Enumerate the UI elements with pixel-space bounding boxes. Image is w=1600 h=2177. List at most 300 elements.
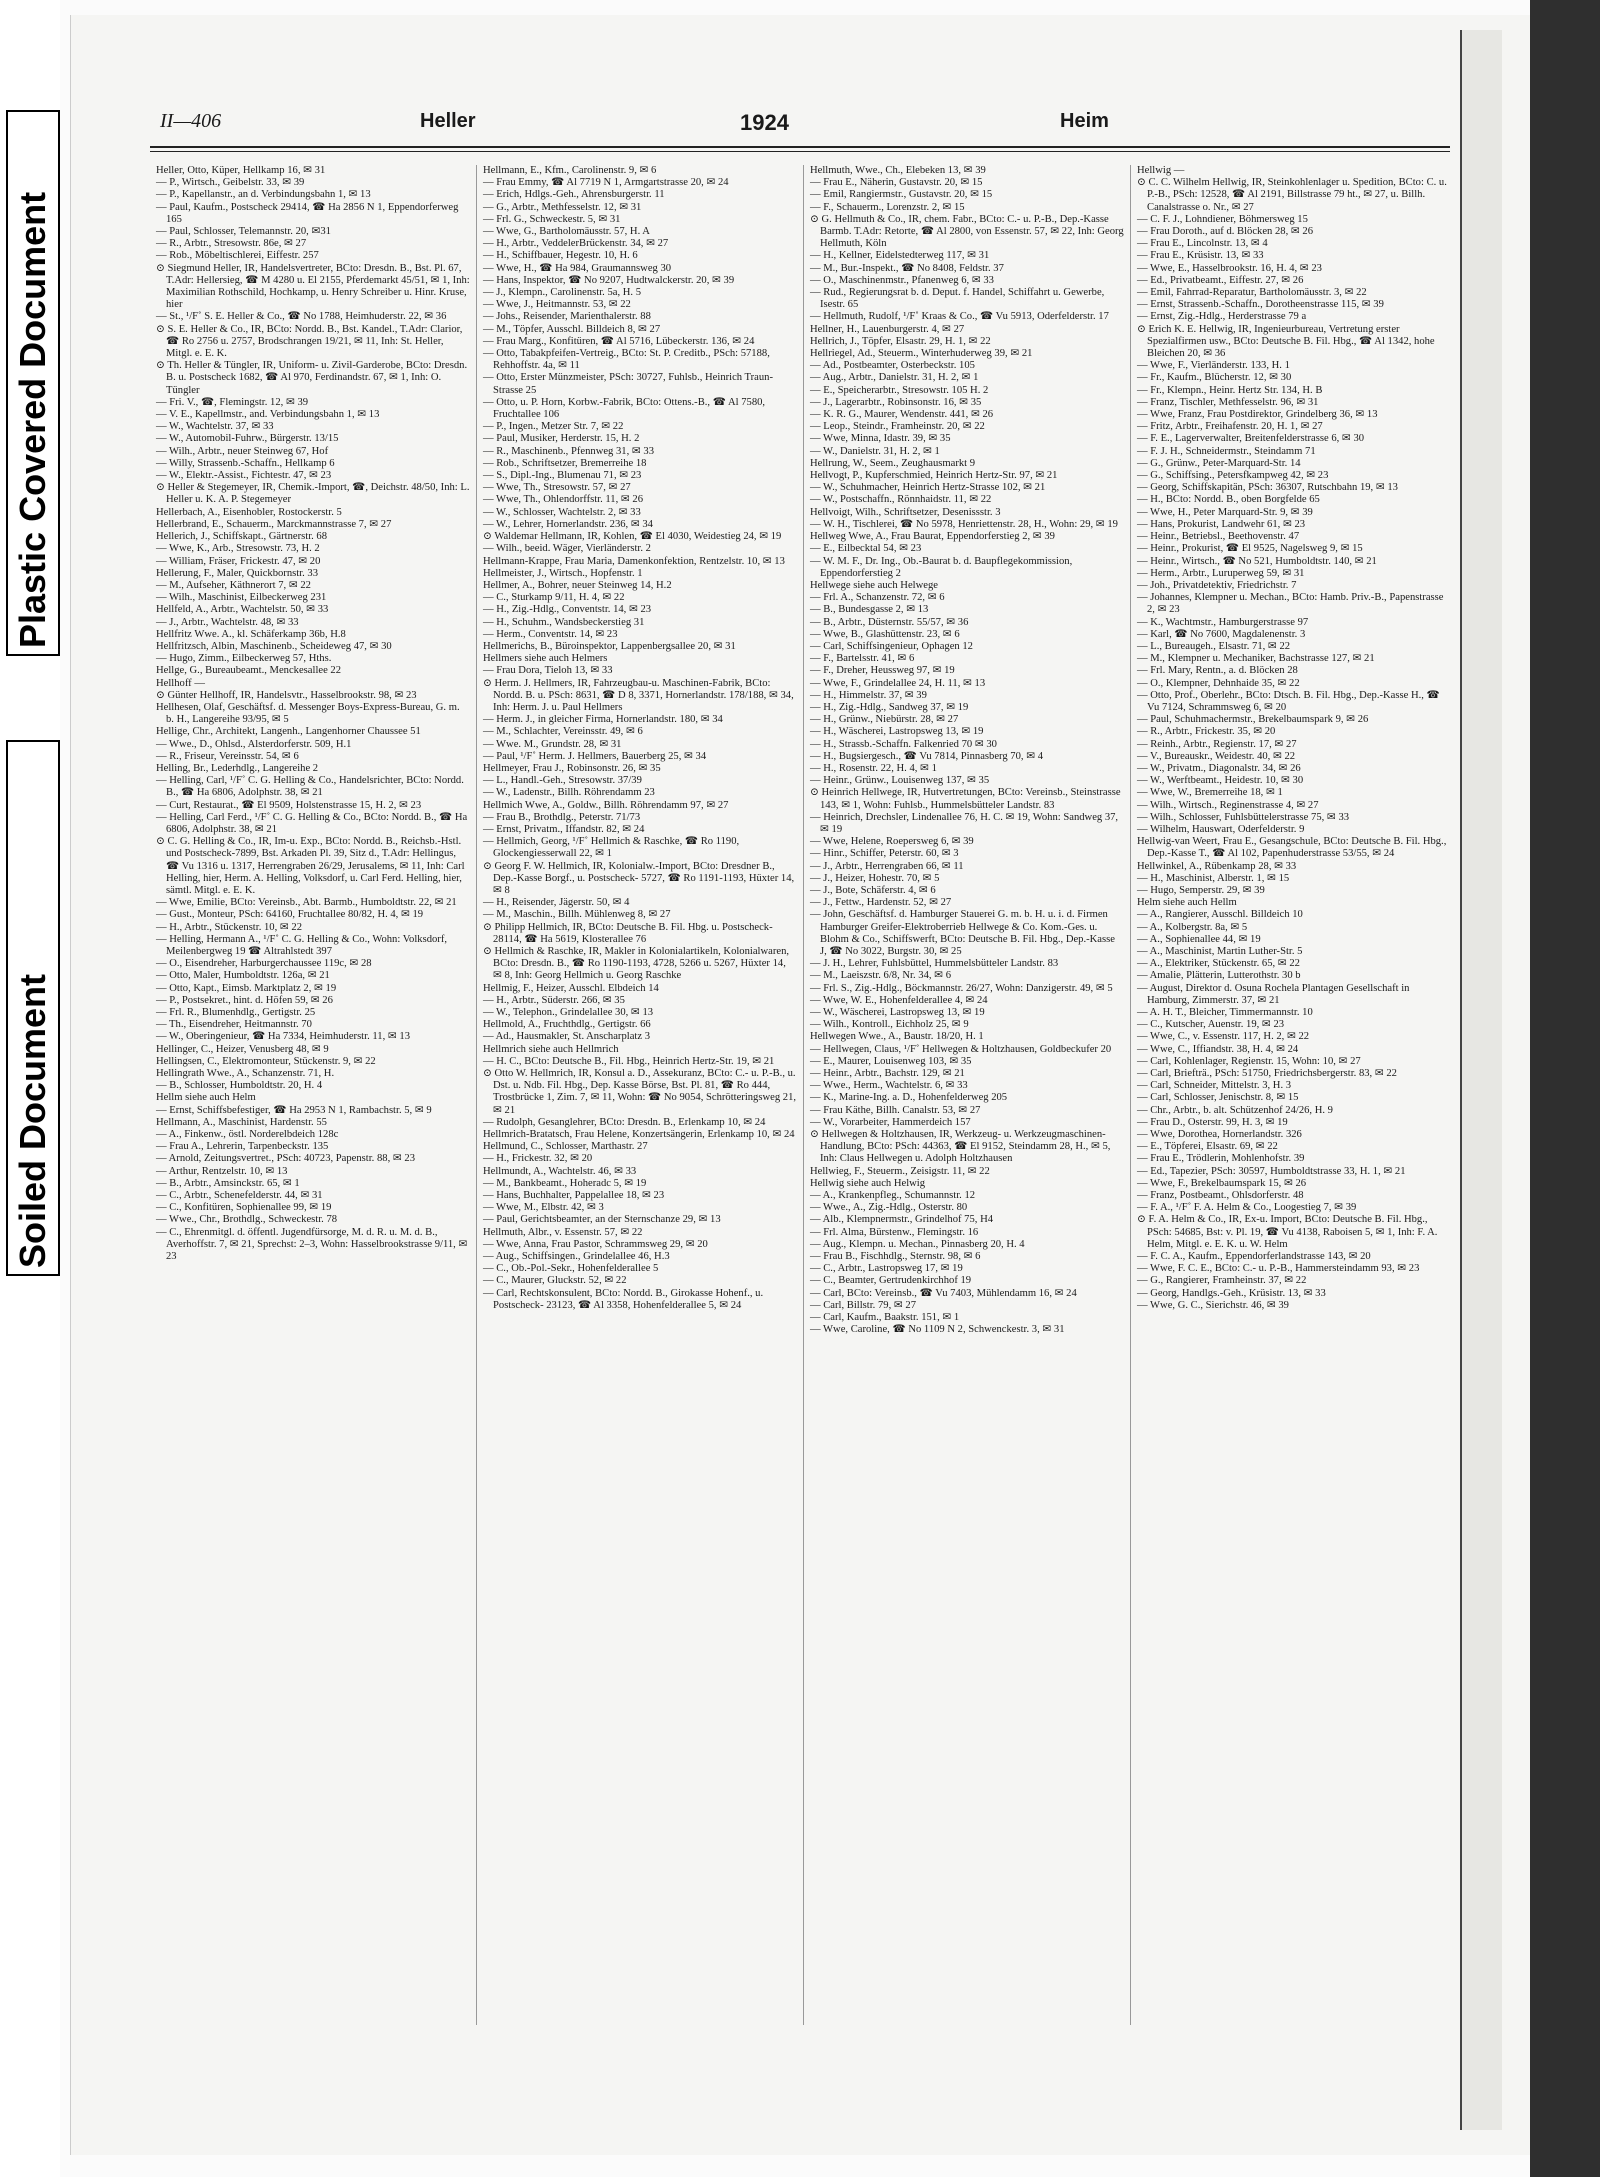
directory-entry: — Helling, Carl, ¹/F˚ C. G. Helling & Co., Handelsrichter, BCto: Nordd. B., ☎ Ha 6806, Adolphstr. 38, ✉ 21 [156, 775, 464, 799]
directory-entry: — M., Bankbeamt., Hoheradc 5, ✉ 19 [483, 1177, 647, 1189]
directory-entry: — Wwe, C., Iffiandstr. 38, H. 4, ✉ 24 [1137, 1043, 1299, 1055]
directory-entry: — Hellmich, Georg, ¹/F˚ Hellmich & Raschke, ☎ Ro 1190, Glockengiesserwall 22, ✉ 1 [483, 836, 740, 860]
directory-entry: — J., Fettw., Hardenstr. 52, ✉ 27 [810, 897, 952, 909]
directory-entry: — Herm., Conventstr. 14, ✉ 23 [483, 628, 618, 640]
directory-column-3 [804, 165, 1131, 2025]
page-number: II—406 [160, 110, 222, 132]
directory-entry: — P., Kapellanstr., an d. Verbindungsbahn 1, ✉ 13 [156, 189, 371, 201]
directory-entry: — Frau E., Trödlerin, Mohlenhofstr. 39 [1137, 1153, 1305, 1165]
directory-entry: Hellge, G., Bureaubeamt., Menckesallee 22 [156, 665, 342, 677]
directory-entry: — H., Arbtr., Süderstr. 266, ✉ 35 [483, 994, 625, 1006]
directory-entry: — Wwe, F. C. E., BCto: C.- u. P.-B., Hammersteindamm 93, ✉ 23 [1137, 1263, 1420, 1275]
directory-entry: — P., Wirtsch., Geibelstr. 33, ✉ 39 [156, 177, 305, 189]
directory-entry: Hellwegen Wwe., A., Baustr. 18/20, H. 1 [810, 1031, 984, 1043]
directory-entry: Hellfeld, A., Arbtr., Wachtelstr. 50, ✉ 33 [156, 604, 329, 616]
directory-entry: — W., Wachtelstr. 37, ✉ 33 [156, 421, 274, 433]
directory-entry: — Wwe, W., Bremerreihe 18, ✉ 1 [1137, 787, 1283, 799]
directory-entry: — Wilhelm, Hauswart, Oderfelderstr. 9 [1137, 823, 1305, 835]
directory-entry: ⊙ Günter Hellhoff, IR, Handelsvtr., Hasselbrookstr. 98, ✉ 23 [156, 689, 417, 701]
directory-entry: — A., Sophienallee 44, ✉ 19 [1137, 933, 1261, 945]
directory-entry: — H., Schuhm., Wandsbeckerstieg 31 [483, 616, 645, 628]
directory-entry: — Fri. V., ☎, Flemingstr. 12, ✉ 39 [156, 396, 309, 408]
directory-entry: Hellrich, J., Töpfer, Elsastr. 29, H. 1, ✉ 22 [810, 335, 991, 347]
directory-entry: — Carl, Schneider, Mittelstr. 3, H. 3 [1137, 1080, 1292, 1092]
directory-entry: — Wwe., Chr., Brothdlg., Schweckestr. 78 [156, 1214, 338, 1226]
directory-entry: — Frau E., Krüsistr. 13, ✉ 33 [1137, 250, 1264, 262]
directory-entry: — Otto, u. P. Horn, Korbw.-Fabrik, BCto: Ottens.-B., ☎ Al 7580, Fruchtallee 106 [483, 396, 766, 421]
directory-entry: — Paul, ¹/F˚ Herm. J. Hellmers, Bauerberg 25, ✉ 34 [483, 750, 707, 762]
directory-entry: — M., Klempner u. Mechaniker, Bachstrasse 127, ✉ 21 [1137, 653, 1375, 665]
directory-entry: — Frl. G., Schweckestr. 5, ✉ 31 [483, 213, 621, 225]
directory-entry: — Heinr., Grünw., Louisenweg 137, ✉ 35 [810, 775, 990, 787]
page-header [80, 110, 1440, 150]
directory-entry: — Paul, Musiker, Herderstr. 15, H. 2 [483, 433, 640, 445]
directory-entry: — A., Kolbergstr. 8a, ✉ 5 [1137, 921, 1248, 933]
directory-entry: — H., Maschinist, Alberstr. 1, ✉ 15 [1137, 872, 1290, 884]
directory-entry: Hellwieg, F., Steuerm., Zeisigstr. 11, ✉ 22 [810, 1165, 990, 1177]
directory-entry: — O., Eisendreher, Harburgerchaussee 119c, ✉ 28 [156, 958, 372, 970]
directory-entry: — Wwe, H., ☎ Ha 984, Graumannsweg 30 [483, 262, 672, 274]
directory-entry: — W., Danielstr. 31, H. 2, ✉ 1 [810, 445, 940, 457]
directory-entry: Hellwinkel, A., Rübenkamp 28, ✉ 33 [1137, 860, 1297, 872]
directory-entry: Hellmeyer, Frau J., Robinsonstr. 26, ✉ 35 [483, 762, 661, 774]
directory-entry: — Wwe, J., Heitmannstr. 53, ✉ 22 [483, 299, 631, 311]
directory-entry: Hellwig-van Weert, Frau E., Gesangschule, BCto: Deutsche B. Fil. Hbg., Dep.-Kasse T., ☎ Al 102, Papenhuderstrasse 53/55, ✉ 24 [1137, 836, 1447, 860]
directory-entry: — Heinrich, Drechsler, Lindenallee 76, H. C. ✉ 19, Wohn: Sandweg 37, ✉ 19 [810, 811, 1119, 835]
directory-entry: ⊙ Herm. J. Hellmers, IR, Fahrzeugbau-u. Maschinen-Fabrik, BCto: Nordd. B. u. PSch: 8631, ☎ D 8, 3371, Hornerlandstr. 178/188, ✉ 34, Inh: Herm. J. u. Paul Hellmers [483, 677, 794, 713]
directory-entry: — M., Bur.-Inspekt., ☎ No 8408, Feldstr. 37 [810, 262, 1004, 274]
directory-entry: — C. F. J., Lohndiener, Böhmersweg 15 [1137, 213, 1308, 225]
directory-entry: — Paul, Gerichtsbeamter, an der Sternschanze 29, ✉ 13 [483, 1214, 721, 1226]
directory-entry: — Frl. A., Schanzenstr. 72, ✉ 6 [810, 592, 945, 604]
directory-entry: — F. C. A., Kaufm., Eppendorferlandstrasse 143, ✉ 20 [1137, 1251, 1371, 1263]
page-edge [1530, 0, 1600, 2177]
directory-entry: Hellmann, E., Kfm., Carolinenstr. 9, ✉ 6 [483, 165, 657, 176]
directory-entry: Hellerich, J., Schiffskapt., Gärtnerstr. 68 [156, 531, 328, 543]
directory-entry: — Frau Käthe, Billh. Canalstr. 53, ✉ 27 [810, 1104, 981, 1116]
directory-entry: — W., Elektr.-Assist., Fichtestr. 47, ✉ 23 [156, 470, 332, 482]
directory-entry: — J., Lagerarbtr., Robinsonstr. 16, ✉ 35 [810, 396, 982, 408]
directory-entry: — C., Ob.-Pol.-Sekr., Hohenfelderallee 5 [483, 1263, 659, 1275]
directory-entry: Hellige, Chr., Architekt, Langenh., Langenhorner Chaussee 51 [156, 726, 421, 738]
directory-entry: Hellingrath Wwe., A., Schanzenstr. 71, H. [156, 1068, 335, 1080]
directory-entry: — Hellwegen, Claus, ¹/F˚ Hellwegen & Holtzhausen, Goldbeckufer 20 [810, 1043, 1112, 1055]
directory-entry: — Helling, Hermann A., ¹/F˚ C. G. Helling & Co., Wohn: Volksdorf, Meilenbergweg 19 ☎ Altrahlstedt 397 [156, 933, 448, 957]
directory-entry: — K., Wachtmstr., Hamburgerstrasse 97 [1137, 616, 1309, 628]
directory-entry: Hellwege siehe auch Helwege [810, 579, 938, 591]
directory-entry: — C., Sturkamp 9/11, H. 4, ✉ 22 [483, 592, 625, 604]
directory-entry: — C., Arbtr., Lastropsweg 17, ✉ 19 [810, 1263, 963, 1275]
directory-entry: — F. J. H., Schneidermstr., Steindamm 71 [1137, 445, 1316, 457]
directory-entry: — Johs., Reisender, Marienthalerstr. 88 [483, 311, 651, 323]
directory-entry: — H., Arbtr., VeddelerBrückenstr. 34, ✉ 27 [483, 238, 669, 250]
directory-entry: — Fr., Kaufm., Blücherstr. 12, ✉ 30 [1137, 372, 1292, 384]
directory-entry: — Paul, Schlosser, Telemannstr. 20, ✉31 [156, 226, 331, 238]
directory-entry: — Paul, Kaufm., Postscheck 29414, ☎ Ha 2856 N 1, Eppendorferweg 165 [156, 201, 459, 225]
directory-entry: — Frl. R., Blumenhdlg., Gertigstr. 25 [156, 1007, 316, 1019]
directory-entry: — Carl, Rechtskonsulent, BCto: Nordd. B., Girokasse Hohenf., u. Postscheck- 23123, ☎ Al 3358, Hohenfelderallee 5, ✉ 24 [483, 1287, 764, 1311]
directory-entry: — Frl. Mary, Rentn., a. d. Blöcken 28 [1137, 665, 1298, 677]
directory-entry: — F. A., ¹/F˚ F. A. Helm & Co., Loogestieg 7, ✉ 39 [1137, 1202, 1357, 1214]
directory-entry: Hellmich Wwe, A., Goldw., Billh. Röhrendamm 97, ✉ 27 [483, 799, 729, 811]
directory-entry: Hellmrich-Bratatsch, Frau Helene, Konzertsängerin, Erlenkamp 10, ✉ 24 [483, 1129, 795, 1141]
directory-entry: — Wwe, Franz, Frau Postdirektor, Grindelberg 36, ✉ 13 [1137, 409, 1378, 421]
directory-entry: — Carl, Schiffsingenieur, Ophagen 12 [810, 640, 973, 652]
directory-entry: — Heinr., Prokurist, ☎ El 9525, Nagelsweg 9, ✉ 15 [1137, 543, 1363, 555]
directory-entry: — Willy, Strassenb.-Schaffn., Hellkamp 6 [156, 457, 335, 469]
directory-entry: ⊙ C. G. Helling & Co., IR, Im-u. Exp., BCto: Nordd. B., Reichsb.-Hstl. und Postscheck-7899, Bst. Arkaden Pl. 39, Sitz d., T.Adr: Hellingus, ☎ Vu 1316 u. 1317, Herrengraben 26/29, Jerusalems, ✉ 11, Inh: Carl Helling, hier, Herm. A. Helling, Volksdorf, u. Carl Ferd. Helling, hier, sämtl. Mitgl. e. E. K. [156, 836, 465, 896]
directory-entry: — Hugo, Semperstr. 29, ✉ 39 [1137, 884, 1265, 896]
directory-entry: — Hans, Prokurist, Landwehr 61, ✉ 23 [1137, 518, 1306, 530]
directory-entry: — Wilh., beeid. Wäger, Vierländerstr. 2 [483, 543, 651, 555]
directory-entry: Hellvoigt, Wilh., Schriftsetzer, Desenissstr. 3 [810, 506, 1001, 518]
directory-entry: — G., Grünw., Peter-Marquard-Str. 14 [1137, 457, 1301, 469]
directory-entry: — Otto, Tabakpfeifen-Vertreig., BCto: St. P. Creditb., PSch: 57188, Rehhoffstr. 4a, ✉ 11 [483, 348, 770, 372]
directory-entry: — L., Bureaugeh., Elsastr. 71, ✉ 22 [1137, 640, 1291, 652]
directory-entry: Hellmann-Krappe, Frau Maria, Damenkonfektion, Rentzelstr. 10, ✉ 13 [483, 555, 785, 567]
directory-entry: — F., Dreher, Heussweg 97, ✉ 19 [810, 665, 955, 677]
directory-entry: Hellinger, C., Heizer, Venusberg 48, ✉ 9 [156, 1043, 329, 1055]
directory-entry: Hellmrich siehe auch Hellmrich [483, 1043, 619, 1055]
directory-entry: — Wwe., A., Zig.-Hdlg., Osterstr. 80 [810, 1202, 968, 1214]
directory-entry: — Wwe., Herm., Wachtelstr. 6, ✉ 33 [810, 1080, 968, 1092]
directory-entry: — Wwe., D., Ohlsd., Alsterdorferstr. 509, H.1 [156, 738, 352, 750]
scan-side-labels [0, 0, 60, 2177]
directory-entry: — A., Rangierer, Ausschl. Billdeich 10 [1137, 909, 1303, 921]
directory-entry: ⊙ Heinrich Hellwege, IR, Hutvertretungen, BCto: Vereinsb., Steinstrasse 143, ✉ 1, Wohn: Fuhlsb., Hummelsbütteler Landstr. 83 [810, 787, 1121, 811]
directory-entry: — O., Klempner, Dehnhaide 35, ✉ 22 [1137, 677, 1300, 689]
directory-entry: — B., Arbtr., Amsinckstr. 65, ✉ 1 [156, 1177, 300, 1189]
directory-entry: — Hans, Inspektor, ☎ No 9207, Hudtwalckerstr. 20, ✉ 39 [483, 274, 735, 286]
directory-entry: — Wilh., Arbtr., neuer Steinweg 67, Hof [156, 445, 329, 457]
directory-entry: Hellmold, A., Fruchthdlg., Gertigstr. 66 [483, 1019, 651, 1031]
directory-entry: Hellwig — [1137, 165, 1185, 176]
directory-entry: — Wwe, Dorothea, Hornerlandstr. 326 [1137, 1129, 1302, 1141]
directory-entry: — Wwe, H., Peter Marquard-Str. 9, ✉ 39 [1137, 506, 1313, 518]
directory-entry: — Wwe, E., Hasselbrookstr. 16, H. 4, ✉ 23 [1137, 262, 1322, 274]
directory-entry: — A., Maschinist, Martin Luther-Str. 5 [1137, 946, 1303, 957]
directory-entry: — Karl, ☎ No 7600, Magdalenenstr. 3 [1137, 628, 1306, 640]
directory-entry: — Th., Eisendreher, Heitmannstr. 70 [156, 1019, 312, 1031]
directory-entry: — H., Schiffbauer, Hegestr. 10, H. 6 [483, 250, 638, 262]
directory-entry: ⊙ Heller & Stegemeyer, IR, Chemik.-Import, ☎, Deichstr. 48/50, Inh: L. Heller u. K. A. P. Stegemeyer [156, 482, 470, 506]
directory-entry: Hellmundt, A., Wachtelstr. 46, ✉ 33 [483, 1165, 637, 1177]
directory-entry: — Ernst, Schiffsbefestiger, ☎ Ha 2953 N 1, Rambachstr. 5, ✉ 9 [156, 1104, 432, 1116]
directory-entry: — Ed., Tapezier, PSch: 30597, Humboldtstrasse 33, H. 1, ✉ 21 [1137, 1165, 1406, 1177]
directory-entry: — C., Ehrenmitgl. d. öffentl. Jugendfürsorge, M. d. R. u. M. d. B., Averhoffstr. 7, ✉ 21, Sprechst: 2–3, Wohn: Hasselbrookstrasse 9/11, ✉ 23 [156, 1226, 468, 1263]
directory-entry: — Wwe, Emilie, BCto: Vereinsb., Abt. Barmb., Humboldtstr. 22, ✉ 21 [156, 897, 457, 909]
directory-entry: Hellrung, W., Seem., Zeughausmarkt 9 [810, 457, 976, 469]
directory-entry: — Arnold, Zeitungsvertret., PSch: 40723, Papenstr. 88, ✉ 23 [156, 1153, 415, 1165]
directory-entry: Hellriegel, Ad., Steuerm., Winterhuderweg 39, ✉ 21 [810, 348, 1033, 360]
directory-entry: — W., Postschaffn., Rönnhaidstr. 11, ✉ 22 [810, 494, 992, 506]
directory-entry: — Curt, Restaurat., ☎ El 9509, Holstenstrasse 15, H. 2, ✉ 23 [156, 799, 422, 811]
directory-entry: — Carl, Schlosser, Jenischstr. 8, ✉ 15 [1137, 1092, 1299, 1104]
directory-entry: Hellingsen, C., Elektromonteur, Stückenstr. 9, ✉ 22 [156, 1055, 376, 1067]
directory-entry: — W., Vorarbeiter, Hammerdeich 157 [810, 1116, 971, 1128]
directory-entry: — H., Wäscherei, Lastropsweg 13, ✉ 19 [810, 726, 984, 738]
directory-entry: — W., Automobil-Fuhrw., Bürgerstr. 13/15 [156, 433, 339, 445]
directory-entry: — Wilh., Maschinist, Eilbeckerweg 231 [156, 592, 327, 604]
directory-entry: — Carl, BCto: Vereinsb., ☎ Vu 7403, Mühlendamm 16, ✉ 24 [810, 1287, 1077, 1299]
directory-column-4 [1131, 165, 1458, 2025]
directory-entry: — J., Arbtr., Herrengraben 66, ✉ 11 [810, 860, 964, 872]
directory-entry: — H., Strassb.-Schaffn. Falkenried 70 ✉ 30 [810, 738, 997, 750]
directory-entry: — Ad., Hausmakler, St. Anscharplatz 3 [483, 1031, 650, 1043]
directory-entry: — Herm. J., in gleicher Firma, Hornerlandstr. 180, ✉ 34 [483, 714, 723, 726]
directory-entry: — R., Maschinenb., Pfennweg 31, ✉ 33 [483, 445, 655, 457]
header-rule [150, 146, 1450, 148]
directory-entry: — C., Beamter, Gertrudenkirchhof 19 [810, 1275, 972, 1287]
plastic-covered-label: Plastic Covered Document [6, 110, 60, 656]
directory-column-1 [150, 165, 477, 2025]
directory-entry: Hellm siehe auch Helm [156, 1092, 256, 1104]
directory-entry: — W., Lehrer, Hornerlandstr. 236, ✉ 34 [483, 518, 653, 530]
directory-entry: — R., Friseur, Vereinsstr. 54, ✉ 6 [156, 750, 299, 762]
directory-entry: — E., Eilbecktal 54, ✉ 23 [810, 543, 922, 555]
directory-entry: — F., Schauerm., Lorenzstr. 2, ✉ 15 [810, 201, 965, 213]
directory-entry: — Emil, Rangiermstr., Gustavstr. 20, ✉ 15 [810, 189, 993, 201]
directory-entry: — Rob., Möbeltischlerei, Eiffestr. 257 [156, 250, 319, 262]
directory-entry: — W., Schuhmacher, Heinrich Hertz-Strasse 102, ✉ 21 [810, 482, 1046, 494]
directory-entry: ⊙ F. A. Helm & Co., IR, Ex-u. Import, BCto: Deutsche B. Fil. Hbg., PSch: 54685, Bst: v. Pl. 19, ☎ Vu 4138, Raboisen 5, ✉ 1, Inh: F. A. Helm, Mitgl. e. E. K. u. W. Helm [1137, 1214, 1438, 1250]
directory-entry: — G., Rangierer, Framheinstr. 37, ✉ 22 [1137, 1275, 1307, 1287]
directory-entry: — Chr., Arbtr., b. alt. Schützenhof 24/26, H. 9 [1137, 1104, 1333, 1116]
directory-entry: — Frau Marg., Konfitüren, ☎ Al 5716, Lübeckerstr. 136, ✉ 24 [483, 335, 755, 347]
directory-entry: — Helling, Carl Ferd., ¹/F˚ C. G. Helling & Co., BCto: Nordd. B., ☎ Ha 6806, Adolphstr. 38, ✉ 21 [156, 811, 468, 835]
directory-entry: — W., Werftbeamt., Heidestr. 10, ✉ 30 [1137, 775, 1304, 787]
directory-entry: — Georg, Schiffskapitän, PSch: 36307, Rutschbahn 19, ✉ 13 [1137, 482, 1398, 494]
directory-entry: — H., Frickestr. 32, ✉ 20 [483, 1153, 593, 1165]
directory-entry: Heller, Otto, Küper, Hellkamp 16, ✉ 31 [156, 165, 326, 176]
directory-entry: — Ed., Privatbeamt., Eiffestr. 27, ✉ 26 [1137, 274, 1304, 286]
directory-entry: ⊙ Hellmich & Raschke, IR, Makler in Kolonialartikeln, Kolonialwaren, BCto: Dresdn. B., ☎ Ro 1190-1193, 4728, 5266 u. 5267, Hüxter 14, ✉ 8, Inh: Georg Hellmich u. Georg Raschke [483, 946, 790, 982]
directory-entry: — Ad., Postbeamter, Osterbeckstr. 105 [810, 360, 975, 372]
directory-column-2 [477, 165, 804, 2025]
directory-entry: — S., Dipl.-Ing., Blumenau 71, ✉ 23 [483, 470, 642, 482]
header-left-word: Heller [420, 110, 476, 132]
directory-entry: — Wwe, C., v. Essenstr. 117, H. 2, ✉ 22 [1137, 1031, 1310, 1043]
directory-entry: ⊙ Th. Heller & Tüngler, IR, Uniform- u. Zivil-Garderobe, BCto: Dresdn. B. u. Postscheck 1682, ☎ Al 970, Ferdinandstr. 67, ✉ 1, Inh: O. Tüngler [156, 360, 468, 396]
directory-entry: — Wilh., Wirtsch., Reginenstrasse 4, ✉ 27 [1137, 799, 1319, 811]
directory-entry: — C., Maurer, Gluckstr. 52, ✉ 22 [483, 1275, 627, 1287]
directory-entry: — R., Arbtr., Stresowstr. 86e, ✉ 27 [156, 238, 307, 250]
directory-entry: — Wilh., Schlosser, Fuhlsbüttelerstrasse 75, ✉ 33 [1137, 811, 1350, 823]
directory-entry: — C., Konfitüren, Sophienallee 99, ✉ 19 [156, 1202, 332, 1214]
directory-entry: — W., Ladenstr., Billh. Röhrendamm 23 [483, 787, 655, 799]
directory-entry: — Wwe, Caroline, ☎ No 1109 N 2, Schwenckestr. 3, ✉ 31 [810, 1324, 1065, 1336]
directory-entry: — H., BCto: Nordd. B., oben Borgfelde 65 [1137, 494, 1320, 506]
directory-entry: Hellmers siehe auch Helmers [483, 653, 608, 665]
directory-entry: — M., Schlachter, Vereinsstr. 49, ✉ 6 [483, 726, 643, 738]
directory-entry: ⊙ C. C. Wilhelm Hellwig, IR, Steinkohlenlager u. Spedition, BCto: C. u. P.-B., PSch: 12528, ☎ Al 2191, Billstrasse 79 ht., ✉ 27, u. Billh. Canalstrasse o. Nr., ✉ 27 [1137, 177, 1447, 213]
directory-entry: — E., Maurer, Louisenweg 103, ✉ 35 [810, 1055, 972, 1067]
directory-entry: — John, Geschäftsf. d. Hamburger Stauerei G. m. b. H. u. i. d. Firmen Hamburger Greifer-Elektroberrieb Hellwege & Co. Kom.-Ges. u. Blohm & Co., Schiffswerft, BCto: Deutsche B. Fil. Hbg., Dep.-Kasse J, ☎ No 3022, Burgstr. 30, ✉ 25 [810, 909, 1115, 957]
directory-entry: — Frau B., Fischhdlg., Sternstr. 98, ✉ 6 [810, 1251, 981, 1263]
directory-entry: Hellhoff — [156, 677, 205, 689]
directory-entry: Hellerbrand, E., Schauerm., Marckmannstrasse 7, ✉ 27 [156, 518, 392, 530]
directory-entry: — Frau Doroth., auf d. Blöcken 28, ✉ 26 [1137, 226, 1313, 238]
directory-entry: ⊙ Erich K. E. Hellwig, IR, Ingenieurbureau, Vertretung erster Spezialfirmen usw., BCto: Deutsche B. Fil. Hbg., ☎ Al 1342, hohe Bleichen 20, ✉ 36 [1137, 323, 1435, 360]
directory-entry: — P., Postsekret., hint. d. Höfen 59, ✉ 26 [156, 994, 333, 1006]
directory-entry: — Otto, Kapt., Eimsb. Marktplatz 2, ✉ 19 [156, 982, 337, 994]
directory-entry: — Ernst, Zig.-Hdlg., Herderstrasse 79 a [1137, 311, 1307, 323]
directory-entry: — Wwe, G. C., Sierichstr. 46, ✉ 39 [1137, 1299, 1289, 1311]
directory-entry: ⊙ Philipp Hellmich, IR, BCto: Deutsche B. Fil. Hbg. u. Postscheck- 28114, ☎ Ha 5619, Klosterallee 76 [483, 921, 773, 945]
directory-entry: — William, Fräser, Frickestr. 47, ✉ 20 [156, 555, 321, 567]
directory-entry: — Otto, Erster Münzmeister, PSch: 30727, Fuhlsb., Heinrich Traun-Strasse 25 [483, 372, 774, 396]
directory-entry: — St., ¹/F˚ S. E. Heller & Co., ☎ No 1788, Heimhuderstr. 22, ✉ 36 [156, 311, 447, 323]
directory-entry: — Wwe, Anna, Frau Pastor, Schrammsweg 29, ✉ 20 [483, 1238, 708, 1250]
directory-entry: — Wilh., Kontroll., Eichholz 25, ✉ 9 [810, 1019, 969, 1031]
directory-columns [150, 165, 1460, 2025]
directory-entry: Hellerbach, A., Eisenhobler, Rostockerstr. 5 [156, 506, 342, 518]
directory-entry: — Ernst, Strassenb.-Schaffn., Dorotheenstrasse 115, ✉ 39 [1137, 299, 1384, 311]
soiled-document-label: Soiled Document [6, 740, 60, 1276]
directory-entry: — Paul, Schuhmachermstr., Brekelbaumspark 9, ✉ 26 [1137, 714, 1369, 726]
directory-entry: — Johannes, Klempner u. Mechan., BCto: Hamb. Priv.-B., Papenstrasse 2, ✉ 23 [1137, 592, 1444, 616]
directory-entry: — R., Arbtr., Frickestr. 35, ✉ 20 [1137, 726, 1276, 738]
directory-entry: — Wwe. M., Grundstr. 28, ✉ 31 [483, 738, 622, 750]
directory-entry: — Wwe, B., Glashüttenstr. 23, ✉ 6 [810, 628, 960, 640]
directory-entry: — Georg, Handlgs.-Geh., Krüsistr. 13, ✉ 33 [1137, 1287, 1326, 1299]
directory-entry: — Hans, Buchhalter, Pappelallee 18, ✉ 23 [483, 1190, 665, 1202]
directory-entry: — H., Zig.-Hdlg., Sandweg 37, ✉ 19 [810, 701, 969, 713]
directory-entry: — Amalie, Plätterin, Lutterothstr. 30 b [1137, 970, 1301, 982]
directory-entry: — Rudolph, Gesanglehrer, BCto: Dresdn. B., Erlenkamp 10, ✉ 24 [483, 1116, 766, 1128]
directory-entry: — Carl, Briefträ., PSch: 51750, Friedrichsbergerstr. 83, ✉ 22 [1137, 1068, 1397, 1080]
directory-entry: — L., Handl.-Geh., Stresowstr. 37/39 [483, 775, 642, 787]
directory-entry: — K., Marine-Ing. a. D., Hohenfelderweg 205 [810, 1092, 1008, 1104]
directory-entry: — Wwe, Helene, Roepersweg 6, ✉ 39 [810, 836, 974, 848]
directory-entry: Hellweg Wwe, A., Frau Baurat, Eppendorferstieg 2, ✉ 39 [810, 531, 1055, 543]
directory-entry: — A., Elektriker, Stückenstr. 65, ✉ 22 [1137, 958, 1300, 970]
directory-entry: — Aug., Schiffsingen., Grindelallee 46, H.3 [483, 1251, 670, 1263]
directory-entry: — W., Privatm., Diagonalstr. 34, ✉ 26 [1137, 762, 1301, 774]
directory-entry: — M., Töpfer, Ausschl. Billdeich 8, ✉ 27 [483, 323, 661, 335]
directory-entry: — Frau B., Brothdlg., Peterstr. 71/73 [483, 811, 641, 823]
directory-entry: — Frau D., Osterstr. 99, H. 3, ✉ 19 [1137, 1116, 1288, 1128]
directory-entry: Hellmer, A., Bohrer, neuer Steinweg 14, H.2 [483, 579, 672, 591]
directory-entry: ⊙ Otto W. Hellmrich, IR, Konsul a. D., Assekuranz, BCto: C.- u. P.-B., u. Dst. u. Ndb. Fil. Hbg., Dep. Kasse Börse, Bst. Pl. 81, ☎ Ro 444, Trostbrücke 1, Zim. 7, ✉ 11, Wohn: ☎ No 9054, Schrötteringsweg 21, ✉ 21 [483, 1068, 797, 1116]
header-right-word: Heim [1060, 110, 1109, 132]
directory-entry: — V. E., Kapellmstr., and. Verbindungsbahn 1, ✉ 13 [156, 409, 380, 421]
directory-entry: — W., Telephon., Grindelallee 30, ✉ 13 [483, 1007, 654, 1019]
directory-entry: — Rob., Schriftsetzer, Bremerreihe 18 [483, 457, 647, 469]
directory-entry: — Gust., Monteur, PSch: 64160, Fruchtallee 80/82, H. 4, ✉ 19 [156, 909, 424, 921]
directory-entry: — Carl, Kaufm., Baakstr. 151, ✉ 1 [810, 1312, 960, 1324]
directory-entry: — Frau E., Lincolnstr. 13, ✉ 4 [1137, 238, 1268, 250]
directory-entry: — A. H. T., Bleicher, Timmermannstr. 10 [1137, 1007, 1313, 1019]
directory-entry: — Aug., Klempn. u. Mechan., Pinnasberg 20, H. 4 [810, 1238, 1025, 1250]
directory-entry: — Wwe, F., Brekelbaumspark 15, ✉ 26 [1137, 1177, 1307, 1189]
directory-entry: — Carl, Kohlenlager, Regienstr. 15, Wohn: 10, ✉ 27 [1137, 1055, 1361, 1067]
directory-entry: Hellmuth, Albr., v. Essenstr. 57, ✉ 22 [483, 1226, 643, 1238]
directory-entry: — Otto, Prof., Oberlehr., BCto: Dtsch. B. Fil. Hbg., Dep.-Kasse H., ☎ Vu 7124, Schrammsweg 6, ✉ 20 [1137, 689, 1440, 713]
directory-entry: Hellhesen, Olaf, Geschäftsf. d. Messenger Boys-Express-Bureau, G. m. b. H., Langereihe 93/95, ✉ 5 [156, 701, 460, 726]
directory-entry: — Frl. S., Zig.-Hdlg., Böckmannstr. 26/27, Wohn: Danzigerstr. 49, ✉ 5 [810, 982, 1113, 994]
directory-entry: — E., Speicherarbtr., Stresowstr. 105 H. 2 [810, 384, 989, 396]
directory-entry: — W., Oberingenieur, ☎ Ha 7334, Heimhuderstr. 11, ✉ 13 [156, 1031, 410, 1043]
directory-entry: — Frau A., Lehrerin, Tarpenbeckstr. 135 [156, 1141, 329, 1153]
directory-entry: Hellmerichs, B., Büroinspektor, Lappenbergsallee 20, ✉ 31 [483, 640, 736, 652]
directory-entry: — Franz, Tischler, Methfesselstr. 96, ✉ 31 [1137, 396, 1319, 408]
directory-entry: — Frau Emmy, ☎ Al 7719 N 1, Armgartstrasse 20, ✉ 24 [483, 177, 729, 189]
directory-entry: — J. H., Lehrer, Fuhlsbüttel, Hummelsbütteler Landstr. 83 [810, 958, 1059, 970]
directory-entry: — Wwe, M., Elbstr. 42, ✉ 3 [483, 1202, 604, 1214]
directory-entry: — F. E., Lagerverwalter, Breitenfelderstrasse 6, ✉ 30 [1137, 433, 1365, 445]
directory-entry: — W. H., Tischlerei, ☎ No 5978, Henriettenstr. 28, H., Wohn: 29, ✉ 19 [810, 518, 1118, 530]
directory-entry: — August, Direktor d. Osuna Rochela Plantagen Gesellschaft in Hamburg, Zimmerstr. 37, ✉ 21 [1137, 982, 1410, 1006]
directory-entry: — Joh., Privatdetektiv, Friedrichstr. 7 [1137, 579, 1297, 591]
directory-entry: — Leop., Steindr., Framheinstr. 20, ✉ 22 [810, 421, 985, 433]
directory-entry: ⊙ Siegmund Heller, IR, Handelsvertreter, BCto: Dresdn. B., Bst. Pl. 67, T.Adr: Hellersieg, ☎ M 4280 u. El 2155, Pferdemarkt 45/51, ✉ 1, Inh: Maximilian Rothschild, Hochkamp, u. Henry Schreiber u. Hinr. Kruse, hier [156, 262, 470, 311]
directory-entry: — H., Arbtr., Stückenstr. 10, ✉ 22 [156, 921, 303, 933]
directory-entry: — Wwe, F., Vierländerstr. 133, H. 1 [1137, 360, 1290, 372]
directory-entry: — J., Heizer, Hohestr. 70, ✉ 5 [810, 872, 940, 884]
directory-entry: Helm siehe auch Hellm [1137, 897, 1237, 909]
directory-entry: — Rud., Regierungsrat b. d. Deput. f. Handel, Schiffahrt u. Gewerbe, Isestr. 65 [810, 287, 1105, 311]
directory-entry: — B., Schlosser, Humboldtstr. 20, H. 4 [156, 1080, 323, 1092]
directory-entry: — Wwe, F., Grindelallee 24, H. 11, ✉ 13 [810, 677, 986, 689]
directory-entry: — Arthur, Rentzelstr. 10, ✉ 13 [156, 1165, 288, 1177]
next-page-edge [1460, 30, 1502, 2130]
directory-entry: — Heinr., Arbtr., Bachstr. 129, ✉ 21 [810, 1068, 965, 1080]
directory-entry: — Wwe, G., Bartholomäusstr. 57, H. A [483, 226, 650, 238]
directory-entry: — H., Himmelstr. 37, ✉ 39 [810, 689, 927, 701]
directory-entry: Hellmeister, J., Wirtsch., Hopfenstr. 1 [483, 567, 643, 579]
directory-entry: — Carl, Billstr. 79, ✉ 27 [810, 1299, 916, 1311]
directory-entry: — M., Maschin., Billh. Mühlenweg 8, ✉ 27 [483, 909, 671, 921]
directory-entry: — O., Maschinenmstr., Pfanenweg 6, ✉ 33 [810, 274, 994, 286]
directory-entry: ⊙ Waldemar Hellmann, IR, Kohlen, ☎ El 4030, Weidestieg 24, ✉ 19 [483, 531, 782, 543]
directory-entry: ⊙ G. Hellmuth & Co., IR, chem. Fabr., BCto: C.- u. P.-B., Dep.-Kasse Barmb. T.Adr: Retorte, ☎ Al 2800, von Essenstr. 57, ✉ 22, Inh: Georg Hellmuth, Köln [810, 213, 1124, 250]
directory-entry: — Emil, Fahrrad-Reparatur, Bartholomäusstr. 3, ✉ 22 [1137, 287, 1367, 299]
directory-entry: — H., Kellner, Eidelstedterweg 117, ✉ 31 [810, 250, 990, 262]
directory-entry: — Hinr., Schiffer, Peterstr. 60, ✉ 3 [810, 848, 959, 860]
directory-entry: — B., Bundesgasse 2, ✉ 13 [810, 604, 929, 616]
directory-entry: ⊙ Georg F. W. Hellmich, IR, Kolonialw.-Import, BCto: Dresdner B., Dep.-Kasse Borgf., u. Postscheck- 5727, ☎ Ro 1191-1193, Hüxter 14, ✉ 8 [483, 860, 795, 896]
directory-entry: — Franz, Postbeamt., Ohlsdorferstr. 48 [1137, 1190, 1304, 1202]
directory-entry: — Reinh., Arbtr., Regienstr. 17, ✉ 27 [1137, 738, 1297, 750]
header-rule-thin [150, 151, 1450, 152]
directory-entry: — Wwe, Minna, Idastr. 39, ✉ 35 [810, 433, 951, 445]
directory-entry: — V., Bureauskr., Weidestr. 40, ✉ 22 [1137, 750, 1296, 762]
header-year: 1924 [740, 110, 789, 135]
directory-entry: — J., Bote, Schäferstr. 4, ✉ 6 [810, 884, 936, 896]
directory-entry: — Alb., Klempnermstr., Grindelhof 75, H4 [810, 1214, 994, 1226]
directory-entry: — Fr., Klempn., Heinr. Hertz Str. 134, H. B [1137, 384, 1323, 396]
directory-entry: — W. M. F., Dr. Ing., Ob.-Baurat b. d. Baupflegekommission, Eppendorferstieg 2 [810, 555, 1073, 579]
directory-entry: Hellfritz Wwe. A., kl. Schäferkamp 36b, H.8 [156, 628, 346, 640]
directory-entry: — W., Schlosser, Wachtelstr. 2, ✉ 33 [483, 506, 641, 518]
directory-entry: Hellmann, A., Maschinist, Hardenstr. 55 [156, 1116, 327, 1128]
directory-entry: — Wwe, Th., Stresowstr. 57, ✉ 27 [483, 482, 631, 494]
directory-entry: — Frau E., Näherin, Gustavstr. 20, ✉ 15 [810, 177, 983, 189]
directory-entry: — A., Krankenpfleg., Schumannstr. 12 [810, 1190, 976, 1202]
directory-entry: — Ernst, Privatm., Iffandstr. 82, ✉ 24 [483, 823, 645, 835]
directory-entry: Hellmund, C., Schlosser, Marthastr. 27 [483, 1141, 648, 1153]
directory-entry: — H., Rosenstr. 22, H. 4, ✉ 1 [810, 762, 937, 774]
directory-entry: — Aug., Arbtr., Danielstr. 31, H. 2, ✉ 1 [810, 372, 979, 384]
directory-entry: Hellvogt, P., Kupferschmied, Heinrich Hertz-Str. 97, ✉ 21 [810, 470, 1058, 482]
directory-entry: Hellner, H., Lauenburgerstr. 4, ✉ 27 [810, 323, 965, 335]
directory-entry: Hellmuth, Wwe., Ch., Elebeken 13, ✉ 39 [810, 165, 986, 176]
directory-entry: — H., Grünw., Niebürstr. 28, ✉ 27 [810, 714, 959, 726]
directory-entry: — Wwe, Th., Ohlendorffstr. 11, ✉ 26 [483, 494, 644, 506]
directory-entry: Hellwig siehe auch Helwig [810, 1177, 926, 1189]
directory-entry: — J., Arbtr., Wachtelstr. 48, ✉ 33 [156, 616, 299, 628]
